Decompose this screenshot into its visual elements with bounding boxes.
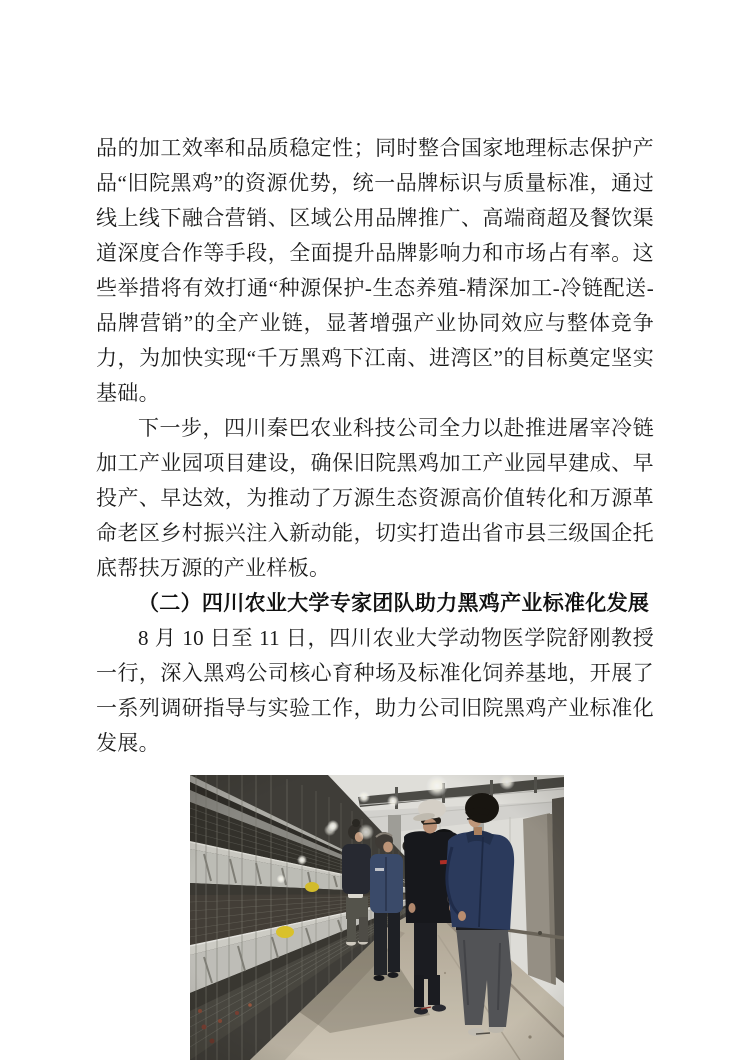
paragraph-expert-visit: 8 月 10 日至 11 日，四川农业大学动物医学院舒刚教授一行，深入黑鸡公司核心育种场及标准化饲养基地，开展了一系列调研指导与实验工作，助力公司旧院黑鸡产业标准化发展。: [96, 626, 654, 755]
paragraph-brand-strategy: 品的加工效率和品质稳定性；同时整合国家地理标志保护产品“旧院黑鸡”的资源优势，统一品牌标识与质量标准，通过线上线下融合营销、区域公用品牌推广、高端商超及餐饮渠道深度合作等手段，全面提升品牌影响力和市场占有率。这些举措将有效打通“种源保护-生态养殖-精深加工-冷链配送-品牌营销”的全产业链，显著增强产业协同效应与整体竞争力，为加快实现“千万黑鸡下江南、进湾区”的目标奠定坚实基础。: [96, 136, 654, 405]
document-body: [96, 131, 654, 1060]
paragraph-next-steps: 下一步，四川秦巴农业科技公司全力以赴推进屠宰冷链加工产业园项目建设，确保旧院黑鸡加工产业园早建成、早投产、早达效，为推动了万源生态资源高价值转化和万源革命老区乡村振兴注入新动能，切实打造出省市县三级国企托底帮扶万源的产业样板。: [96, 416, 654, 580]
embedded-photo: [190, 775, 564, 1060]
section-heading: （二）四川农业大学专家团队助力黑鸡产业标准化发展: [138, 591, 650, 615]
farm-photo-illustration: [190, 775, 564, 1060]
